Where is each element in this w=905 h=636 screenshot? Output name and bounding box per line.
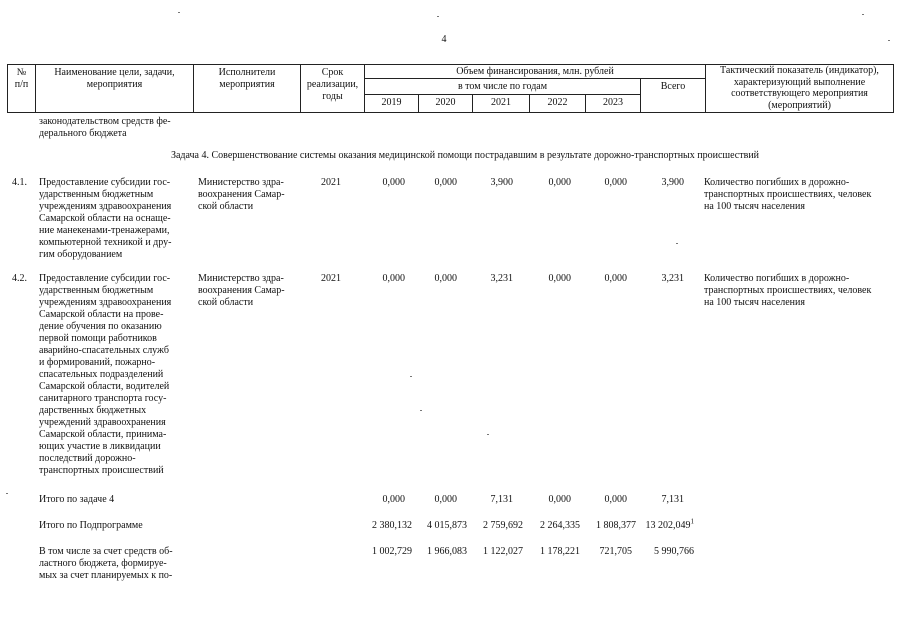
row-4-2-executor: Министерство здра- воохранения Самар- ской области [198, 273, 285, 308]
total-task4-value-2020: 0,000 [434, 494, 457, 505]
header-bottom-border [7, 112, 894, 113]
header-executors: Исполнители мероприятия [218, 67, 276, 90]
row-4-2-value-2022: 0,000 [548, 273, 571, 284]
total-subprogram-footnote-mark: 1 [690, 517, 694, 526]
row-4-1-indicator: Количество погибших в дорожно- транспортных происшествиях, человек на 100 тысяч населения [704, 177, 872, 212]
total-subprogram-total [641, 517, 694, 532]
total-regional-value-2020: 1 966,083 [427, 546, 467, 557]
row-4-1-executor: Министерство здра- воохранения Самар- ской области [198, 177, 285, 212]
row-4-2-total: 3,231 [661, 273, 684, 284]
row-4-1-value-2020: 0,000 [434, 177, 457, 188]
years-sub-border [364, 94, 640, 95]
total-task4-value-2019: 0,000 [382, 494, 405, 505]
row-4-2-value-2021: 3,231 [490, 273, 513, 284]
scan-speck [862, 14, 864, 15]
total-subprogram-value-2022: 2 264,335 [540, 520, 580, 531]
header-year-2020: 2020 [435, 97, 456, 108]
header-year-2022: 2022 [547, 97, 568, 108]
scan-speck [437, 16, 439, 17]
total-regional-value-2021: 1 122,027 [483, 546, 523, 557]
header-year-2019: 2019 [381, 97, 402, 108]
scan-speck [178, 12, 180, 13]
row-4-2-value-2023: 0,000 [604, 273, 627, 284]
finance-sub-border [364, 78, 705, 79]
row-4-1-term: 2021 [321, 177, 341, 188]
row-4-2-indicator: Количество погибших в дорожно- транспортных происшествиях, человек на 100 тысяч населения [704, 273, 872, 308]
total-task4-value-2021: 7,131 [490, 494, 513, 505]
row-4-1-value-2022: 0,000 [548, 177, 571, 188]
carryover-text: законодательством средств фе- дерального бюджета [39, 116, 171, 139]
row-4-1-num: 4.1. [12, 177, 27, 188]
header-term: Срок реализации, годы [306, 67, 359, 102]
scan-speck [888, 40, 890, 41]
total-subprogram-total-value: 13 202,049 [645, 520, 691, 531]
header-year-2023: 2023 [603, 97, 623, 108]
col-divider-11 [893, 64, 894, 113]
total-regional-value-2022: 1 178,221 [540, 546, 580, 557]
scan-speck [420, 410, 422, 411]
total-regional-value-2023: 721,705 [599, 546, 632, 557]
total-subprogram-value-2019: 2 380,132 [372, 520, 412, 531]
total-task4-value-2023: 0,000 [604, 494, 627, 505]
row-4-2-num: 4.2. [12, 273, 27, 284]
header-name: Наименование цели, задачи, мероприятия [54, 67, 175, 90]
header-year-2021: 2021 [491, 97, 511, 108]
total-subprogram-value-2020: 4 015,873 [427, 520, 467, 531]
total-task4-total: 7,131 [661, 494, 684, 505]
page-number: 4 [441, 34, 447, 45]
header-finance: Объем финансирования, млн. рублей [456, 66, 614, 77]
row-4-2-value-2020: 0,000 [434, 273, 457, 284]
total-regional-value-2019: 1 002,729 [372, 546, 412, 557]
total-subprogram-label: Итого по Подпрограмме [39, 520, 143, 531]
header-indicator: Тактический показатель (индикатор), характеризующий выполнение соответствующего мероприятия (мероприятий) [720, 65, 879, 111]
total-subprogram-value-2021: 2 759,692 [483, 520, 523, 531]
row-4-1-value-2021: 3,900 [490, 177, 513, 188]
scan-speck [487, 434, 489, 435]
scan-speck [676, 243, 678, 244]
total-task4-value-2022: 0,000 [548, 494, 571, 505]
row-4-1-name: Предоставление субсидии гос- ударственным бюджетным учреждениям здравоохранения Самарской области на оснаще- ние манекенами-тренажерами, компьютерной техникой и дру- гим оборудованием [39, 177, 172, 260]
row-4-1-value-2019: 0,000 [382, 177, 405, 188]
row-4-1-total: 3,900 [661, 177, 684, 188]
header-by-years: в том числе по годам [457, 81, 548, 92]
row-4-2-term: 2021 [321, 273, 341, 284]
row-4-2-name: Предоставление субсидии гос- ударственным бюджетным учреждениям здравоохранения Самарской области на прове- дение обучения по оказанию первой помощи работников аварийно-спасательных служб и формирований, пожарно- спасательных подразделений Самарской области, водителей санитарного транспорта госу- дарственных бюджетных учреждений здравоохранения Самарской области, принима- ющих участие в ликвидации последствий дорожно- транспортных происшествий [39, 273, 172, 476]
header-total: Всего [660, 81, 686, 92]
row-4-2-value-2019: 0,000 [382, 273, 405, 284]
total-subprogram-value-2023: 1 808,377 [596, 520, 636, 531]
task-title: Задача 4. Совершенствование системы оказания медицинской помощи пострадавшим в результате дорожно-транспортных происшествий [170, 150, 760, 161]
total-regional-label: В том числе за счет средств об- ластного бюджета, формируе- мых за счет планируемых к по- [39, 546, 173, 581]
total-task4-label: Итого по задаче 4 [39, 494, 115, 505]
scan-speck [410, 376, 412, 377]
scan-speck [6, 493, 8, 494]
row-4-1-value-2023: 0,000 [604, 177, 627, 188]
total-regional-total: 5 990,766 [654, 546, 694, 557]
header-num: № п/п [14, 67, 29, 90]
